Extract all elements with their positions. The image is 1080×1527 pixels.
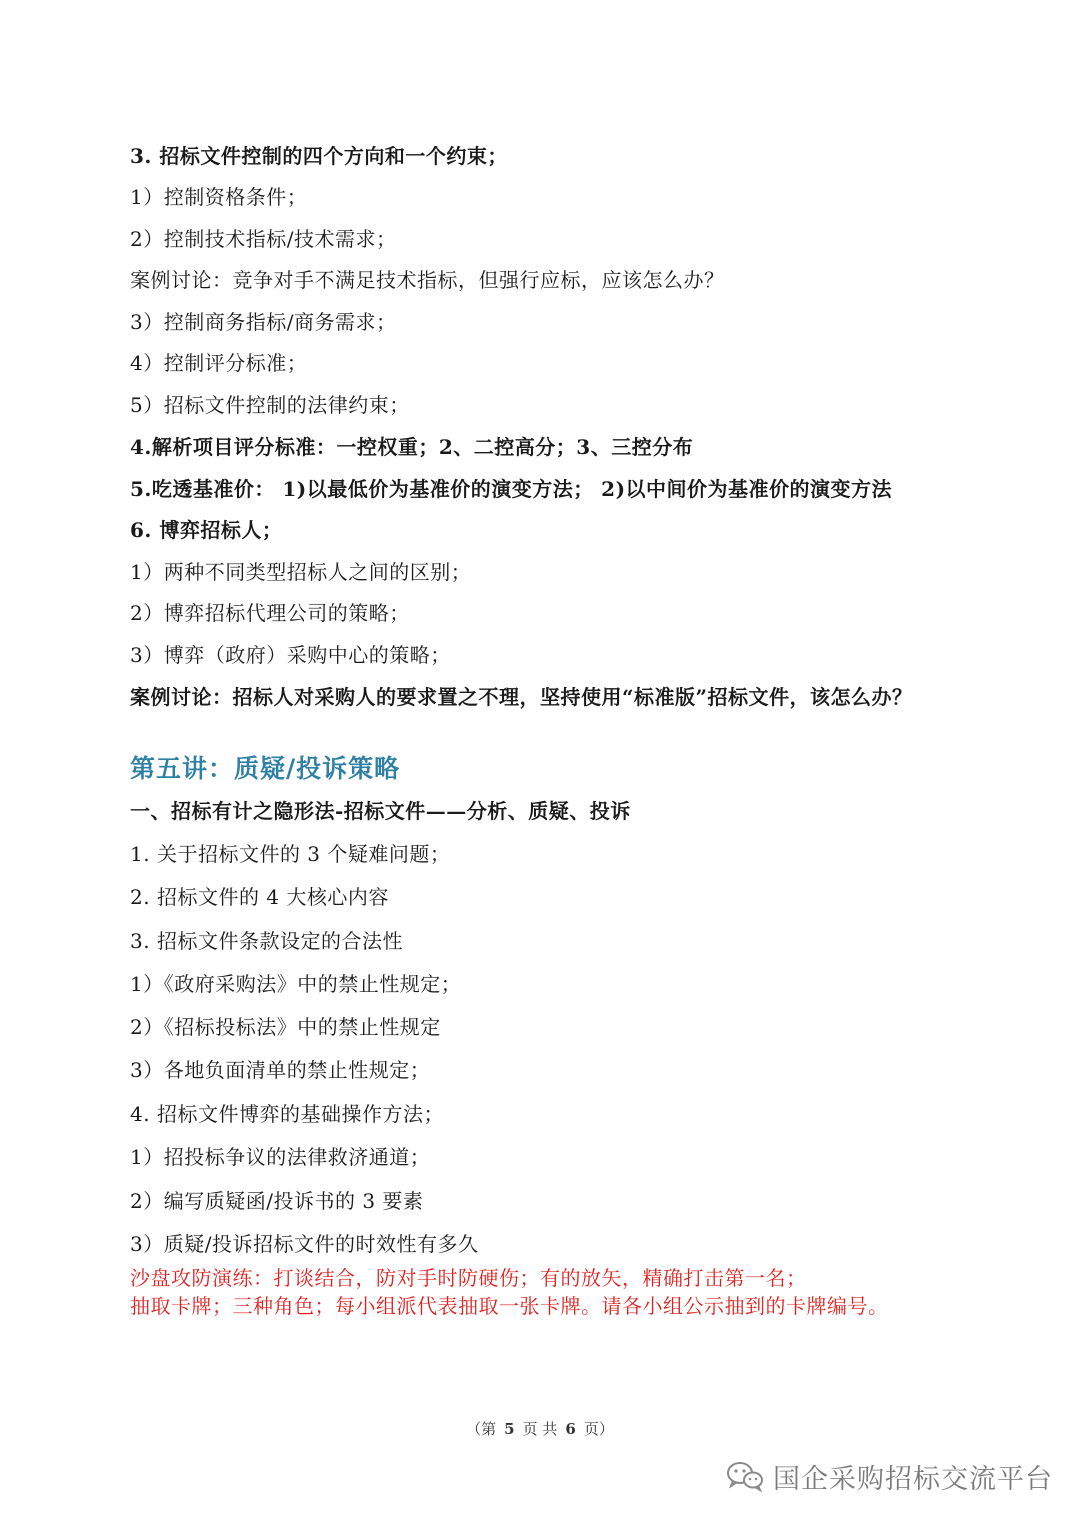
list-item: 1. 关于招标文件的 3 个疑难问题；: [130, 842, 451, 866]
list-item: 4）控制评分标准；: [130, 351, 308, 375]
list-item: 1）两种不同类型招标人之间的区别；: [130, 560, 472, 584]
list-item: 3）各地负面清单的禁止性规定；: [130, 1058, 431, 1082]
case-discussion: 案例讨论：招标人对采购人的要求置之不理，坚持使用“标准版”招标文件，该怎么办？: [130, 685, 913, 709]
list-item: 3）控制商务指标/商务需求；: [130, 310, 397, 334]
page-total: 6: [565, 1420, 576, 1438]
list-heading-3: 3. 招标文件控制的四个方向和一个约束；: [130, 144, 508, 168]
list-item: 2）控制技术指标/技术需求；: [130, 227, 397, 251]
wechat-icon: [725, 1460, 765, 1492]
list-item: 1）《政府采购法》中的禁止性规定；: [130, 972, 462, 996]
red-note: 抽取卡牌；三种角色；每小组派代表抽取一张卡牌。请各小组公示抽到的卡牌编号。: [130, 1294, 889, 1318]
footer-mid: 页 共: [522, 1420, 558, 1438]
list-item: 2. 招标文件的 4 大核心内容: [130, 885, 389, 909]
list-item: 1）招投标争议的法律救济通道；: [130, 1145, 431, 1169]
list-item: 2）编写质疑函/投诉书的 3 要素: [130, 1189, 424, 1213]
subheading: 一、招标有计之隐形法-招标文件——分析、质疑、投诉: [130, 799, 631, 823]
list-item: 3. 招标文件条款设定的合法性: [130, 929, 403, 953]
list-item: 4. 招标文件博弈的基础操作方法；: [130, 1102, 444, 1126]
red-note: 沙盘攻防演练：打谈结合，防对手时防硬伤；有的放矢，精确打击第一名；: [130, 1266, 807, 1290]
list-item: 2）《招标投标法》中的禁止性规定: [130, 1015, 441, 1039]
list-item: 3）质疑/投诉招标文件的时效性有多久: [130, 1232, 479, 1256]
list-item: 3）博弈（政府）采购中心的策略；: [130, 643, 451, 667]
list-heading-4: 4.解析项目评分标准：一控权重；2、二控高分；3、三控分布: [130, 435, 694, 459]
section-heading: 第五讲：质疑/投诉策略: [130, 754, 401, 783]
list-item: 1）控制资格条件；: [130, 185, 308, 209]
page-footer: [0, 1418, 1080, 1440]
watermark: [725, 1456, 1053, 1496]
footer-prefix: （第: [466, 1420, 497, 1438]
list-heading-5: 5.吃透基准价： 1)以最低价为基准价的演变方法； 2)以中间价为基准价的演变方法: [130, 477, 893, 501]
watermark-text: 国企采购招标交流平台: [773, 1463, 1053, 1495]
case-discussion: 案例讨论：竞争对手不满足技术指标，但强行应标，应该怎么办？: [130, 268, 725, 292]
list-item: 2）博弈招标代理公司的策略；: [130, 601, 410, 625]
page-number: 5: [504, 1420, 515, 1438]
list-heading-6: 6. 博弈招标人；: [130, 518, 283, 542]
list-item: 5）招标文件控制的法律约束；: [130, 393, 410, 417]
footer-suffix: 页）: [583, 1420, 614, 1438]
